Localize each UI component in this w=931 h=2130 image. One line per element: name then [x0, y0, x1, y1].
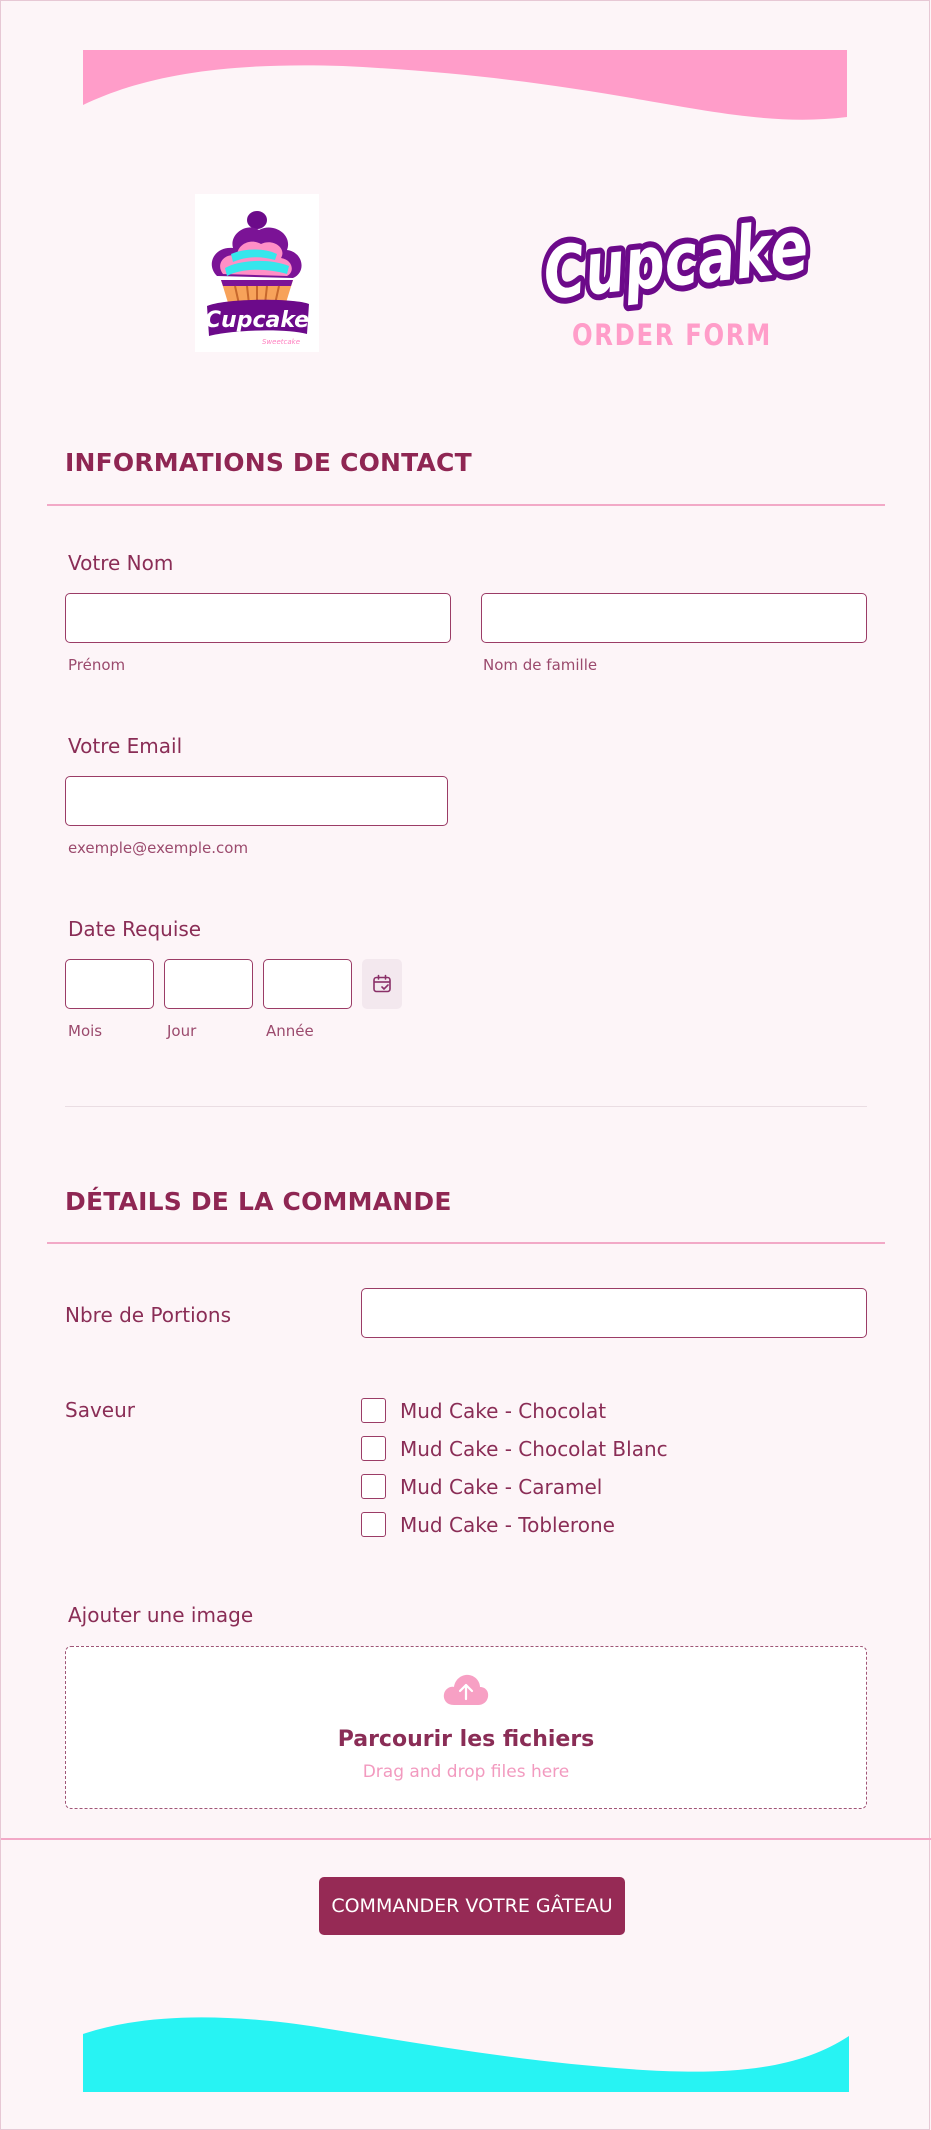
contact-section-title: INFORMATIONS DE CONTACT [65, 448, 472, 477]
flavor-checkbox[interactable] [361, 1398, 386, 1423]
image-upload-label: Ajouter une image [68, 1603, 254, 1627]
name-label: Votre Nom [68, 551, 174, 575]
flavor-checkbox[interactable] [361, 1474, 386, 1499]
date-label: Date Requise [68, 917, 202, 941]
flavor-option-label: Mud Cake - Chocolat Blanc [400, 1436, 668, 1461]
day-input[interactable] [164, 959, 253, 1009]
order-section-title: DÉTAILS DE LA COMMANDE [65, 1187, 452, 1216]
order-cake-submit-button[interactable]: COMMANDER VOTRE GÂTEAU [319, 1877, 625, 1935]
month-input[interactable] [65, 959, 154, 1009]
date-picker-button[interactable] [362, 959, 402, 1009]
last-name-input[interactable] [481, 593, 867, 643]
cupcake-order-form-logo [534, 193, 888, 363]
flavor-option-label: Mud Cake - Toblerone [400, 1512, 615, 1537]
contact-section-divider [47, 504, 885, 506]
logo-right-title: Cupcake [539, 196, 888, 316]
calendar-icon [372, 974, 392, 994]
logo-left-tagline: Sweetcake [261, 338, 301, 346]
year-sublabel: Année [266, 1022, 314, 1040]
bottom-wave-decoration [83, 2014, 849, 2092]
section-separator [65, 1106, 867, 1107]
top-wave-decoration [83, 50, 847, 125]
year-input[interactable] [263, 959, 352, 1009]
portions-input[interactable] [361, 1288, 867, 1338]
email-input[interactable] [65, 776, 448, 826]
flavor-option-caramel[interactable] [361, 1474, 602, 1499]
cupcake-logo [195, 194, 319, 352]
flavor-label: Saveur [65, 1398, 135, 1422]
day-sublabel: Jour [167, 1022, 197, 1040]
drag-drop-hint: Drag and drop files here [362, 1762, 570, 1782]
flavor-checkbox[interactable] [361, 1512, 386, 1537]
flavor-option-label: Mud Cake - Chocolat [400, 1398, 607, 1423]
cloud-upload-icon [442, 1673, 490, 1707]
file-upload-dropzone[interactable] [65, 1646, 867, 1809]
first-name-input[interactable] [65, 593, 451, 643]
order-section-divider [47, 1242, 885, 1244]
email-label: Votre Email [68, 734, 183, 758]
logo-left-text: Cupcake [204, 308, 310, 333]
flavor-option-label: Mud Cake - Caramel [400, 1474, 603, 1499]
first-name-sublabel: Prénom [68, 656, 126, 674]
flavor-option-chocolat-blanc[interactable] [361, 1436, 668, 1461]
month-sublabel: Mois [68, 1022, 103, 1040]
email-sublabel: exemple@exemple.com [68, 839, 249, 857]
last-name-sublabel: Nom de famille [483, 656, 598, 674]
flavor-checkbox[interactable] [361, 1436, 386, 1461]
flavor-option-toblerone[interactable] [361, 1512, 615, 1537]
browse-files-title[interactable]: Parcourir les fichiers [337, 1727, 595, 1752]
portions-label: Nbre de Portions [65, 1303, 231, 1327]
submit-divider [1, 1838, 931, 1840]
logo-right-subtitle: ORDER FORM [572, 318, 772, 352]
flavor-option-chocolat[interactable] [361, 1398, 606, 1423]
